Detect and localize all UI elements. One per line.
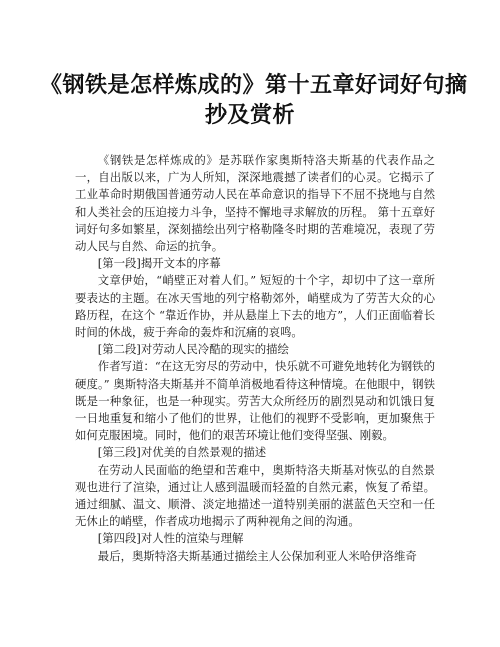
section-heading-4: [第四段]对人性的渲染与理解: [97, 531, 244, 546]
title-line-2: 抄及赏析: [204, 102, 295, 128]
section-paragraph-3: 在劳动人民面临的绝望和苦难中，奥斯特洛夫斯基对恢弘的自然景观也进行了渲染，通过让人感到温暖而轻盈的自然元素，恢复了希望。通过细腻、温文、顺滑、淡定地描述一道特别美丽的湛蓝色天空和一任无休止的峭壁，作者成功地揭示了两种视角之间的沟通。: [75, 462, 435, 529]
section-heading-1: [第一段]揭开文本的序幕: [97, 256, 221, 271]
section-heading-2: [第二段]对劳动人民冷酷的现实的描绘: [97, 342, 289, 357]
title-line-1: 《钢铁是怎样炼成的》第十五章好词好句摘: [40, 72, 468, 98]
page-title: [40, 70, 468, 130]
section-paragraph-2: 作者写道：“在这无穷尽的劳动中，快乐就不可避免地转化为钢铁的硬度。” 奥斯特洛夫斯基并不简单消极地看待这种情境。在他眼中，钢铁既是一种象征，也是一种现实。劳苦大众所经历的剧烈晃动和饥饿日复一日地重复和缩小了他们的世界，让他们的视野不受影响，更加聚焦于如何克服困境。同时，他们的艰苦环境让他们变得坚强、刚毅。: [75, 359, 435, 443]
section-paragraph-4: 最后，奥斯特洛夫斯基通过描绘主人公保加利亚人米哈伊洛维奇: [97, 548, 417, 563]
document-body: [75, 152, 435, 565]
section-paragraph-1: 文章伊始，“峭壁正对着人们。” 短短的十个字，却切中了这一章所要表达的主题。在冰天雪地的列宁格勒郊外，峭壁成为了劳苦大众的心路历程，在这个 “靠近作协，并从悬崖上下去的地方”，人们正面临着长时间的休战，疲于奔命的轰炸和沉痛的哀鸣。: [75, 273, 435, 340]
section-heading-3: [第三段]对优美的自然景观的描述: [97, 445, 267, 460]
intro-paragraph: 《钢铁是怎样炼成的》是苏联作家奥斯特洛夫斯基的代表作品之一，自出版以来，广为人所知，深深地震撼了读者们的心灵。它揭示了工业革命时期俄国普通劳动人民在革命意识的指导下不屈不挠地与自然和人类社会的压迫接力斗争，坚持不懈地寻求解放的历程。 第十五章好词好句多如繁星，深刻描绘出列宁格勒隆冬时期的苦难境况，表现了劳动人民与自然、命运的抗争。: [75, 153, 435, 254]
